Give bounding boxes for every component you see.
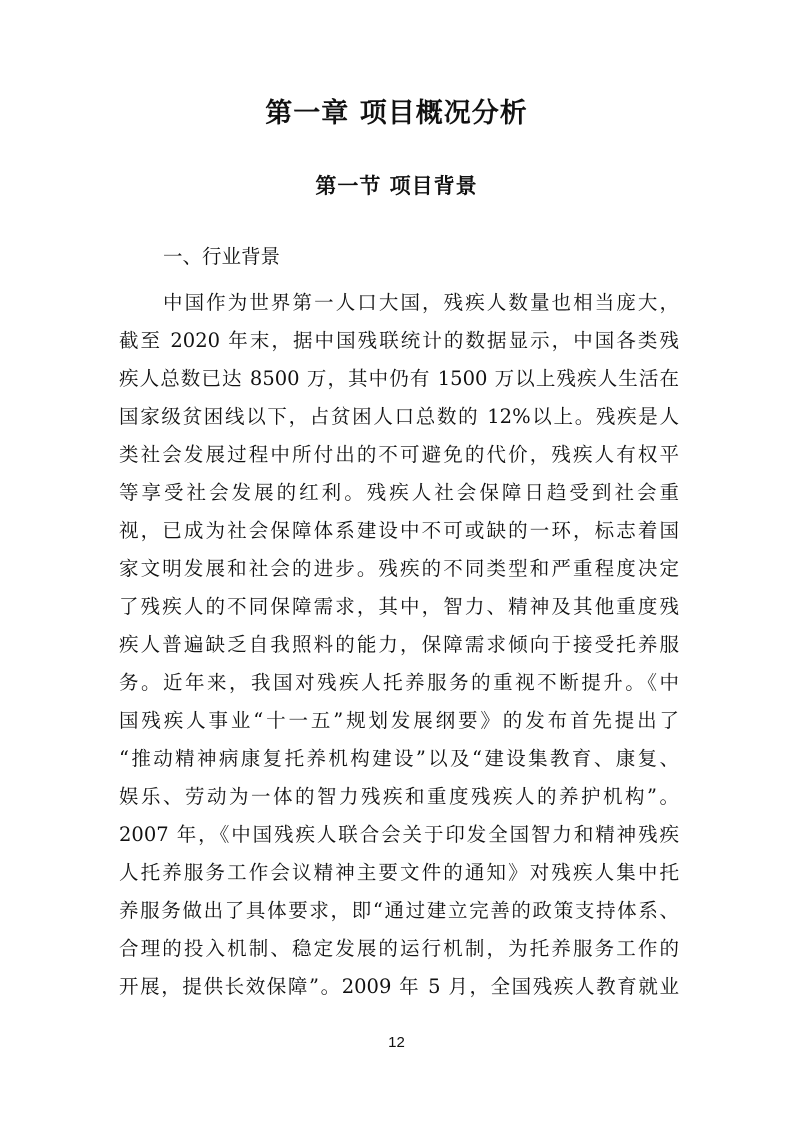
paragraph-line: 截至 2020 年末，据中国残联统计的数据显示，中国各类残 — [119, 329, 679, 352]
paragraph-line: 疾人总数已达 8500 万，其中仍有 1500 万以上残疾人生活在 — [119, 367, 679, 390]
paragraph-line: 类社会发展过程中所付出的不可避免的代价，残疾人有权平 — [119, 443, 679, 466]
paragraph-line: 人托养服务工作会议精神主要文件的通知》对残疾人集中托 — [119, 861, 679, 884]
page-number: 12 — [388, 1034, 405, 1051]
section-title: 第一节 项目背景 — [315, 174, 478, 198]
subheading-industry-background: 一、行业背景 — [163, 245, 281, 268]
paragraph-line: 了残疾人的不同保障需求，其中，智力、精神及其他重度残 — [119, 595, 679, 618]
paragraph-line: 娱乐、劳动为一体的智力残疾和重度残疾人的养护机构”。 — [119, 785, 679, 808]
paragraph-line: 合理的投入机制、稳定发展的运行机制，为托养服务工作的 — [119, 937, 679, 960]
paragraph-line: 养服务做出了具体要求，即“通过建立完善的政策支持体系、 — [119, 899, 679, 922]
paragraph-line: 等享受社会发展的红利。残疾人社会保障日趋受到社会重 — [119, 481, 679, 504]
paragraph-line: 务。近年来，我国对残疾人托养服务的重视不断提升。《中 — [119, 671, 679, 694]
paragraph-line: 国残疾人事业“十一五”规划发展纲要》的发布首先提出了 — [119, 709, 679, 732]
paragraph-line: 开展，提供长效保障”。2009 年 5 月，全国残疾人教育就业 — [119, 975, 679, 998]
paragraph-line: 2007 年，《中国残疾人联合会关于印发全国智力和精神残疾 — [119, 823, 679, 846]
paragraph-line: 国家级贫困线以下，占贫困人口总数的 12%以上。残疾是人 — [119, 405, 679, 428]
paragraph-line: 中国作为世界第一人口大国，残疾人数量也相当庞大， — [163, 291, 679, 314]
paragraph-line: “推动精神病康复托养机构建设”以及“建设集教育、康复、 — [119, 747, 679, 770]
paragraph-line: 家文明发展和社会的进步。残疾的不同类型和严重程度决定 — [119, 557, 679, 580]
paragraph-line: 视，已成为社会保障体系建设中不可或缺的一环，标志着国 — [119, 519, 679, 542]
paragraph-line: 疾人普遍缺乏自我照料的能力，保障需求倾向于接受托养服 — [119, 633, 679, 656]
chapter-title: 第一章 项目概况分析 — [265, 98, 528, 129]
